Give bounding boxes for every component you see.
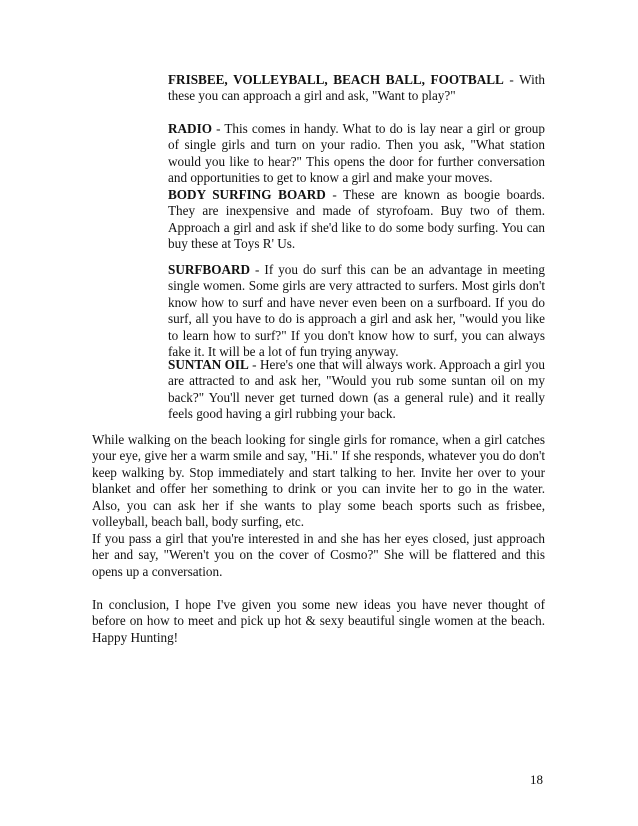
item-paragraph (168, 357, 545, 423)
body-paragraph: While walking on the beach looking for single girls for romance, when a girl catches your eye, give her a warm smile and say, "Hi." If she responds, whatever you do don't keep walking by. Stop immediately and start talking to her. Invite her over to your blanket and offer her something to drink or you can invite her to go in the water. Also, you can ask her if she wants to play some beach sports such as frisbee, volleyball, beach ball, body surfing, etc. (92, 432, 545, 530)
item-text: - If you do surf this can be an advantage in meeting single women. Some girls are very attracted to surfers. Most girls don't know how to surf and have never even been on a surfboard. If you do surf, all you have to do is approach a girl and ask her, "would you like to learn how to surf?" If you don't know how to surf, you can always fake it. It will be a lot of fun trying anyway. (168, 262, 545, 360)
item-text: - These are known as boogie boards. They are inexpensive and made of styrofoam. Buy two of them. Approach a girl and ask if she'd like to do some body surfing. You can buy these at Toys R' Us. (168, 187, 545, 252)
paragraph-cosmo (92, 531, 545, 580)
item-frisbee (168, 72, 545, 105)
page-number: 18 (530, 772, 543, 787)
item-term: BODY SURFING BOARD (168, 187, 326, 202)
body-paragraph: If you pass a girl that you're interested in and she has her eyes closed, just approach her and say, "Weren't you on the cover of Cosmo?" She will be flattered and this opens up a conversation. (92, 531, 545, 579)
item-paragraph (168, 121, 545, 187)
item-text: - With these you can approach a girl and ask, "Want to play?" (168, 72, 545, 104)
item-term: SUNTAN OIL (168, 357, 249, 372)
item-text: - This comes in handy. What to do is lay near a girl or group of single girls and turn on your radio. Then you ask, "What station would you like to hear?" This opens the door for further conversation and opportunities to get to know a girl and make your moves. (168, 121, 545, 186)
item-paragraph (168, 262, 545, 360)
item-text: - Here's one that will always work. Approach a girl you are attracted to and ask her, "Would you rub some suntan oil on my back?" You'll never get turned down (as a general rule) and it really feels good having a girl rubbing your back. (168, 357, 545, 422)
item-term: RADIO (168, 121, 212, 136)
item-radio (168, 121, 545, 187)
item-paragraph (168, 72, 545, 105)
paragraph-walking (92, 432, 545, 530)
body-paragraph: In conclusion, I hope I've given you some new ideas you have never thought of before on how to meet and pick up hot & sexy beautiful single women at the beach. Happy Hunting! (92, 597, 545, 645)
item-paragraph (168, 187, 545, 253)
paragraph-conclusion (92, 597, 545, 646)
item-suntan-oil (168, 357, 545, 423)
item-surfboard (168, 262, 545, 360)
item-term: FRISBEE, VOLLEYBALL, BEACH BALL, FOOTBALL (168, 72, 504, 87)
item-body-surfing-board (168, 187, 545, 253)
item-term: SURFBOARD (168, 262, 251, 277)
